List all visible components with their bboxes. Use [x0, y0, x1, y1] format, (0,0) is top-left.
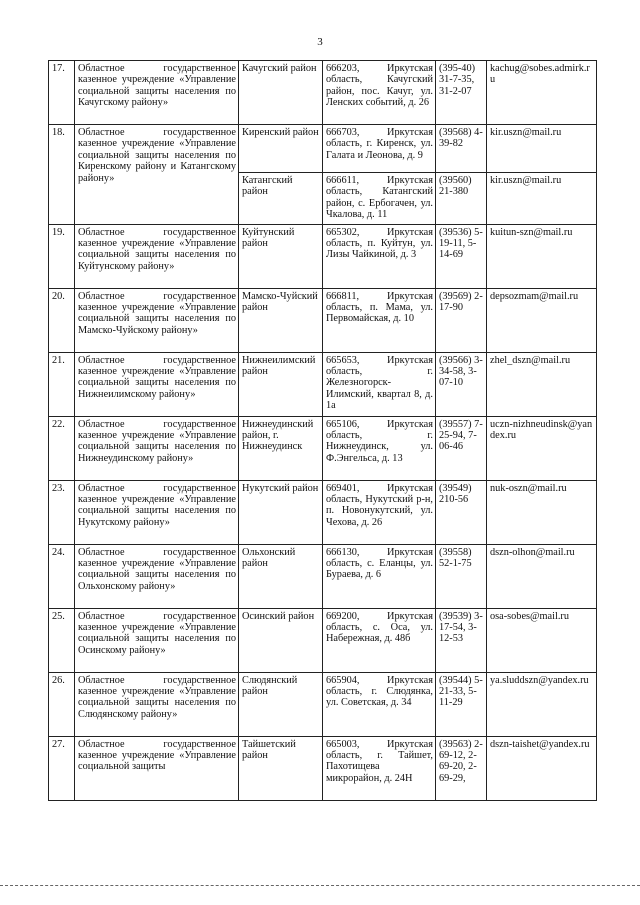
table-row [49, 608, 597, 672]
address: 666130, Иркутская область, с. Еланцы, ул. Бураева, д. 6 [323, 544, 436, 608]
phone: (39549) 210-56 [436, 480, 487, 544]
organization-name: Областное государственное казенное учреждение «Управление социальной защиты населения по Куйтунскому району» [75, 224, 239, 288]
phone: (39563) 2-69-12, 2-69-20, 2-69-29, [436, 736, 487, 800]
table-row [49, 288, 597, 352]
email: nuk-oszn@mail.ru [487, 480, 597, 544]
district: Ольхонский район [239, 544, 323, 608]
organization-name: Областное государственное казенное учреждение «Управление социальной защиты населения по Нижнеудинскому району» [75, 416, 239, 480]
organization-name: Областное государственное казенное учреждение «Управление социальной защиты [75, 736, 239, 800]
phone: (39568) 4-39-82 [436, 125, 487, 173]
organization-name: Областное государственное казенное учреждение «Управление социальной защиты населения по Слюдянскому району» [75, 672, 239, 736]
table-row [49, 480, 597, 544]
table-row [49, 352, 597, 416]
address: 666203, Иркутская область, Качугский район, пос. Качуг, ул. Ленских событий, д. 26 [323, 61, 436, 125]
row-number: 26. [49, 672, 75, 736]
address: 666703, Иркутская область, г. Киренск, ул. Галата и Леонова, д. 9 [323, 125, 436, 173]
phone: (39539) 3-17-54, 3-12-53 [436, 608, 487, 672]
phone: (39557) 7-25-94, 7-06-46 [436, 416, 487, 480]
row-number: 18. [49, 125, 75, 225]
row-number: 24. [49, 544, 75, 608]
row-number: 21. [49, 352, 75, 416]
row-number: 20. [49, 288, 75, 352]
page-number: 3 [317, 36, 323, 48]
district: Качугский район [239, 61, 323, 125]
phone: (39566) 3-34-58, 3-07-10 [436, 352, 487, 416]
district: Мамско-Чуйский район [239, 288, 323, 352]
address: 669401, Иркутская область, Нукутский р-н, п. Новонукутский, ул. Чехова, д. 26 [323, 480, 436, 544]
phone: (39560) 21-380 [436, 173, 487, 225]
email: zhel_dszn@mail.ru [487, 352, 597, 416]
email: dszn-olhon@mail.ru [487, 544, 597, 608]
table-row [49, 544, 597, 608]
row-number: 25. [49, 608, 75, 672]
table-row [49, 416, 597, 480]
address: 665106, Иркутская область, г. Нижнеудинск, ул. Ф.Энгельса, д. 13 [323, 416, 436, 480]
row-number: 23. [49, 480, 75, 544]
phone: (39544) 5-21-33, 5-11-29 [436, 672, 487, 736]
row-number: 17. [49, 61, 75, 125]
district: Слюдянский район [239, 672, 323, 736]
email: depsozmam@mail.ru [487, 288, 597, 352]
table-row [49, 736, 597, 800]
organization-name: Областное государственное казенное учреждение «Управление социальной защиты населения по Киренскому району и Катангскому району» [75, 125, 239, 225]
row-number: 19. [49, 224, 75, 288]
address: 666611, Иркутская область, Катангский район, с. Ербогачен, ул. Чкалова, д. 11 [323, 173, 436, 225]
district: Нижнеудинский район, г. Нижнеудинск [239, 416, 323, 480]
organization-name: Областное государственное казенное учреждение «Управление социальной защиты населения по Нижнеилимскому району» [75, 352, 239, 416]
phone: (39569) 2-17-90 [436, 288, 487, 352]
email: dszn-taishet@yandex.ru [487, 736, 597, 800]
address: 665904, Иркутская область, г. Слюдянка, ул. Советская, д. 34 [323, 672, 436, 736]
address: 665653, Иркутская область, г. Железногорск-Илимский, квартал 8, д. 1а [323, 352, 436, 416]
district: Тайшетский район [239, 736, 323, 800]
organization-name: Областное государственное казенное учреждение «Управление социальной защиты населения по Нукутскому району» [75, 480, 239, 544]
row-number: 22. [49, 416, 75, 480]
email: uczn-nizhneudinsk@yandex.ru [487, 416, 597, 480]
scan-edge-line [0, 885, 640, 887]
phone: (39558) 52-1-75 [436, 544, 487, 608]
email: ya.sluddszn@yandex.ru [487, 672, 597, 736]
phone: (39536) 5-19-11, 5-14-69 [436, 224, 487, 288]
organization-name: Областное государственное казенное учреждение «Управление социальной защиты населения по Мамско-Чуйскому району» [75, 288, 239, 352]
district: Осинский район [239, 608, 323, 672]
district: Куйтунский район [239, 224, 323, 288]
organization-name: Областное государственное казенное учреждение «Управление социальной защиты населения по Качугскому району» [75, 61, 239, 125]
row-number: 27. [49, 736, 75, 800]
address: 665302, Иркутская область, п. Куйтун, ул. Лизы Чайкиной, д. 3 [323, 224, 436, 288]
address: 669200, Иркутская область, с. Оса, ул. Набережная, д. 48б [323, 608, 436, 672]
district: Катангский район [239, 173, 323, 225]
email: kuitun-szn@mail.ru [487, 224, 597, 288]
institutions-table [48, 60, 597, 801]
phone: (395-40) 31-7-35, 31-2-07 [436, 61, 487, 125]
email: kachug@sobes.admirk.ru [487, 61, 597, 125]
district: Нукутский район [239, 480, 323, 544]
table-row [49, 224, 597, 288]
email: kir.uszn@mail.ru [487, 125, 597, 173]
district: Киренский район [239, 125, 323, 173]
table-row [49, 61, 597, 125]
email: kir.uszn@mail.ru [487, 173, 597, 225]
district: Нижнеилимский район [239, 352, 323, 416]
organization-name: Областное государственное казенное учреждение «Управление социальной защиты населения по Ольхонскому району» [75, 544, 239, 608]
address: 666811, Иркутская область, п. Мама, ул. Первомайская, д. 10 [323, 288, 436, 352]
table-row [49, 125, 597, 173]
table-row [49, 672, 597, 736]
email: osa-sobes@mail.ru [487, 608, 597, 672]
address: 665003, Иркутская область, г. Тайшет, Пахотищева микрорайон, д. 24Н [323, 736, 436, 800]
organization-name: Областное государственное казенное учреждение «Управление социальной защиты населения по Осинскому району» [75, 608, 239, 672]
